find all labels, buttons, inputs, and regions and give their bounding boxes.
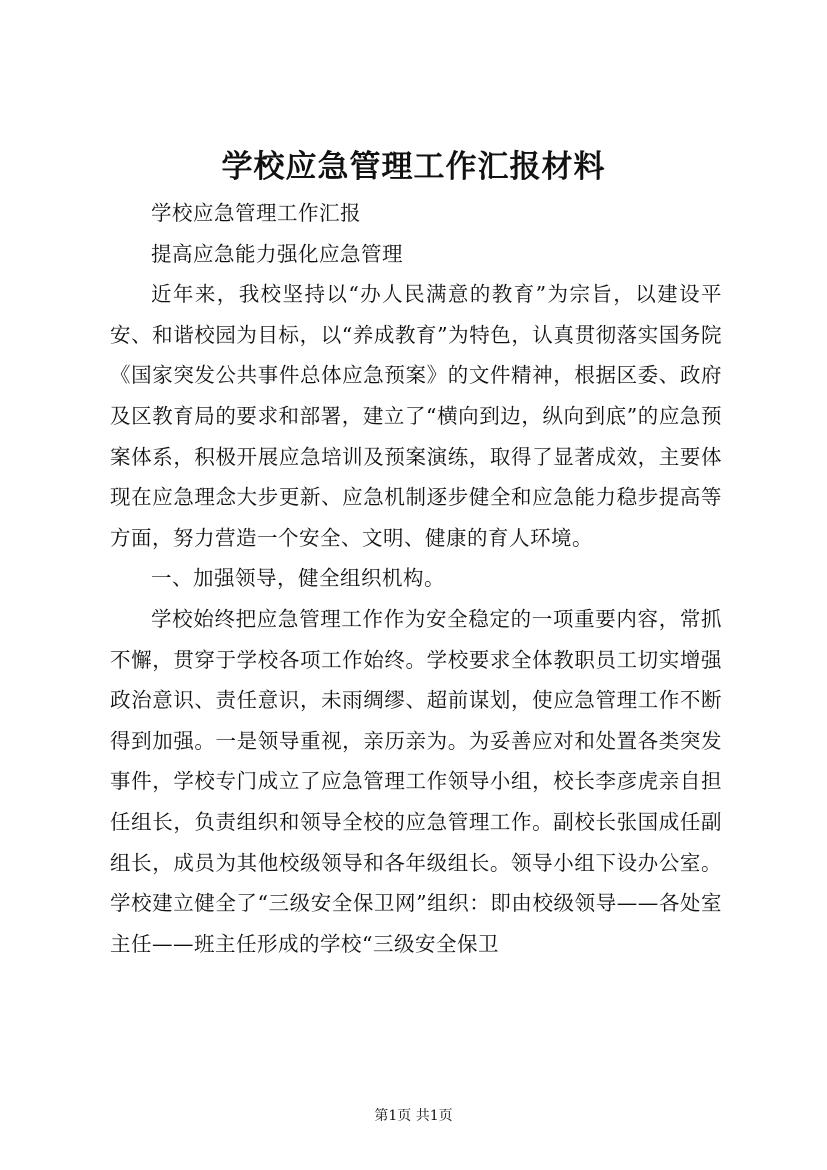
document-body [110,193,722,964]
page-number: 第1页 共1页 [374,1108,453,1124]
paragraph-section-content: 学校始终把应急管理工作作为安全稳定的一项重要内容，常抓不懈，贯穿于学校各项工作始终。学校要求全体教职员工切实增强政治意识、责任意识，未雨绸缪、超前谋划，使应急管理工作不断得到加强。一是领导重视，亲历亲为。为妥善应对和处置各类突发事件，学校专门成立了应急管理工作领导小组，校长李彦虎亲自担任组长，负责组织和领导全校的应急管理工作。副校长张国成任副组长，成员为其他校级领导和各年级组长。领导小组下设办公室。学校建立健全了“三级安全保卫网”组织：即由校级领导——各处室主任——班主任形成的学校“三级安全保卫 [110,606,722,956]
paragraph-intro: 近年来，我校坚持以“办人民满意的教育”为宗旨，以建设平安、和谐校园为目标，以“养成教育”为特色，认真贯彻落实国务院《国家突发公共事件总体应急预案》的文件精神，根据区委、政府及区教育局的要求和部署，建立了“横向到边，纵向到底”的应急预案体系，积极开展应急培训及预案演练，取得了显著成效，主要体现在应急理念大步更新、应急机制逐步健全和应急能力稳步提高等方面，努力营造一个安全、文明、健康的育人环境。 [110,282,722,550]
document-title: 学校应急管理工作汇报材料 [221,149,606,185]
paragraph-subtitle: 学校应急管理工作汇报 [151,201,361,225]
paragraph-theme: 提高应急能力强化应急管理 [151,241,403,266]
paragraph-section-heading: 一、加强领导，健全组织机构。 [151,566,445,591]
